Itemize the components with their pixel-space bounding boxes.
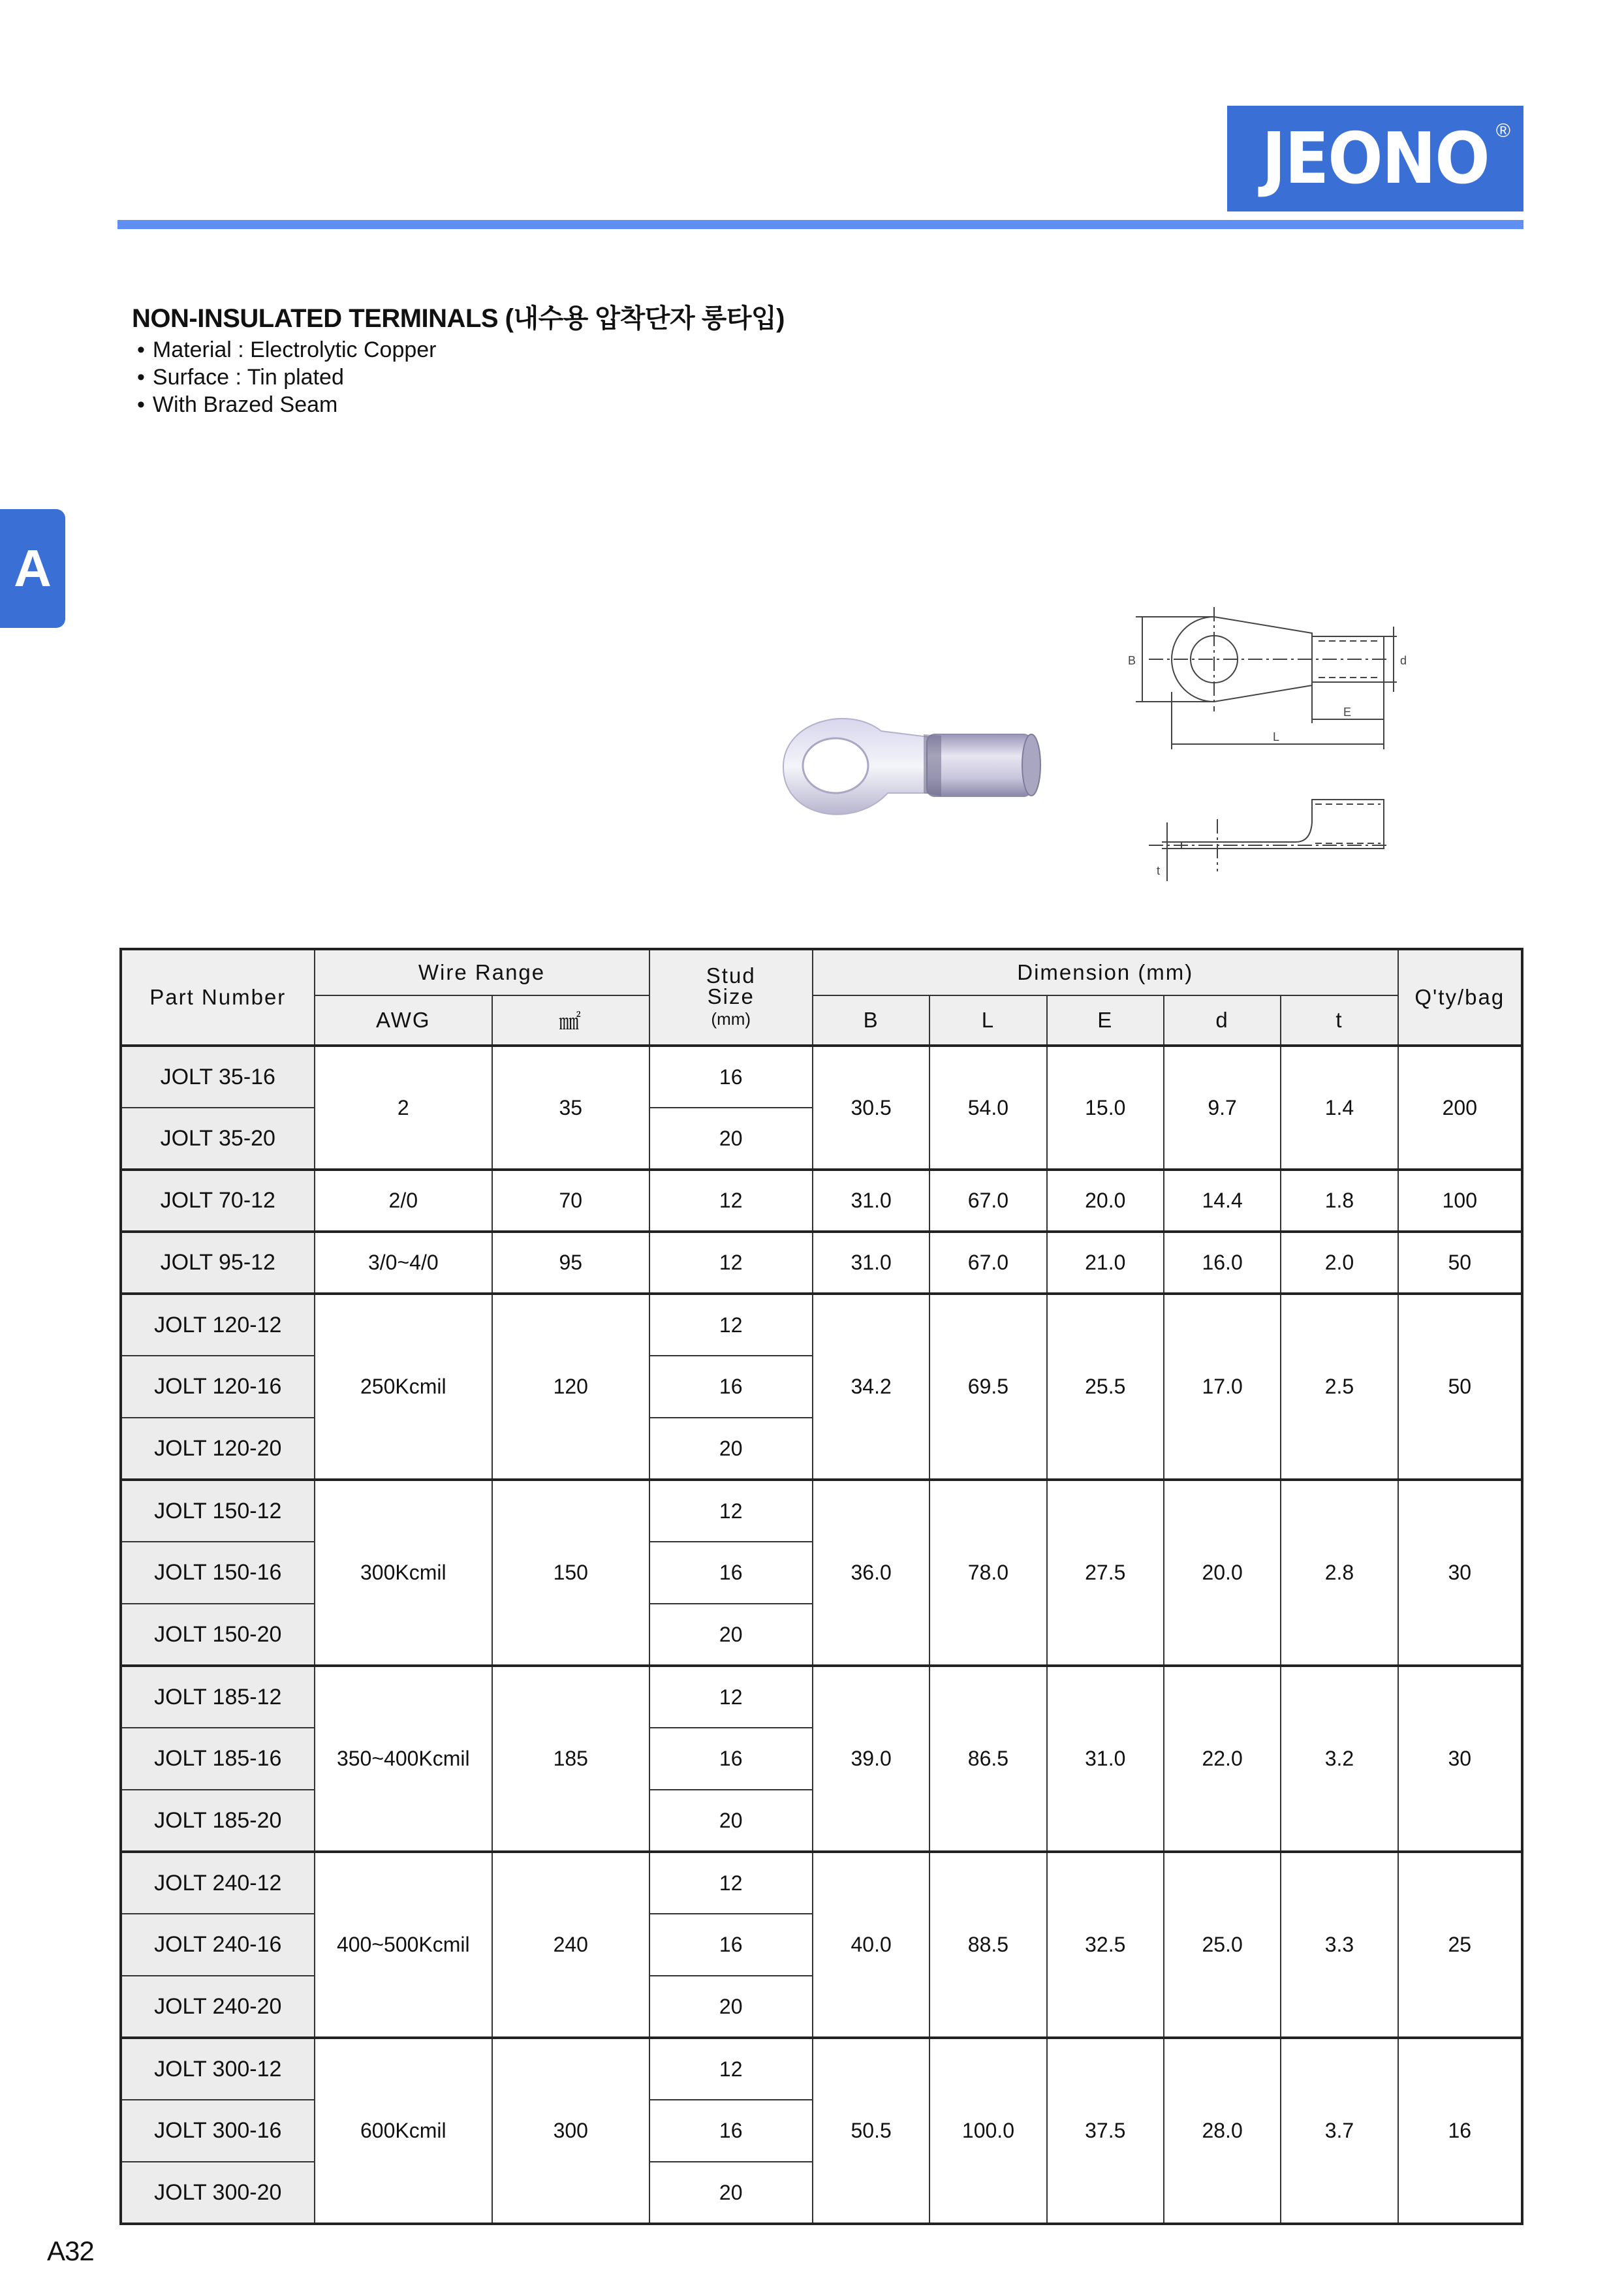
mm2-cell: 185 xyxy=(492,1666,649,1852)
diagram-label-t: t xyxy=(1157,864,1161,877)
part-number-cell: JOLT 150-20 xyxy=(121,1604,315,1666)
col-qty: Q'ty/bag xyxy=(1398,949,1522,1046)
stud-size-cell: 20 xyxy=(649,1418,813,1480)
dim-L-cell: 86.5 xyxy=(929,1666,1046,1852)
qty-cell: 25 xyxy=(1398,1852,1522,2038)
section-tab xyxy=(0,509,65,628)
col-awg: AWG xyxy=(315,995,493,1046)
dim-t-cell: 3.3 xyxy=(1281,1852,1398,2038)
mm2-cell: 95 xyxy=(492,1232,649,1294)
dim-L-cell: 67.0 xyxy=(929,1170,1046,1232)
part-number-cell: JOLT 35-20 xyxy=(121,1108,315,1170)
table-row xyxy=(121,1852,1522,1914)
mm2-cell: 150 xyxy=(492,1480,649,1666)
dim-B-cell: 31.0 xyxy=(813,1170,929,1232)
dim-d-cell: 25.0 xyxy=(1164,1852,1281,2038)
col-stud-size xyxy=(649,949,813,1046)
stud-size-cell: 12 xyxy=(649,2038,813,2100)
brand-logo-text: JEONO xyxy=(1262,117,1489,200)
awg-cell: 350~400Kcmil xyxy=(315,1666,493,1852)
table-row xyxy=(121,1170,1522,1232)
stud-size-cell: 16 xyxy=(649,1914,813,1976)
part-number-cell: JOLT 95-12 xyxy=(121,1232,315,1294)
diagram-label-B: B xyxy=(1128,654,1136,667)
qty-cell: 200 xyxy=(1398,1046,1522,1170)
stud-size-cell: 16 xyxy=(649,1728,813,1790)
dim-d-cell: 9.7 xyxy=(1164,1046,1281,1170)
bullet-material: • Material : Electrolytic Copper xyxy=(137,336,437,364)
awg-cell: 400~500Kcmil xyxy=(315,1852,493,2038)
spec-table-body xyxy=(121,1046,1522,2224)
section-tab-label: A xyxy=(14,539,52,597)
qty-cell: 30 xyxy=(1398,1480,1522,1666)
part-number-cell: JOLT 70-12 xyxy=(121,1170,315,1232)
awg-cell: 300Kcmil xyxy=(315,1480,493,1666)
stud-size-cell: 16 xyxy=(649,1542,813,1604)
part-number-cell: JOLT 185-12 xyxy=(121,1666,315,1728)
part-number-cell: JOLT 240-16 xyxy=(121,1914,315,1976)
dim-E-cell: 21.0 xyxy=(1047,1232,1164,1294)
col-wire-range: Wire Range xyxy=(315,949,649,995)
dim-t-cell: 2.0 xyxy=(1281,1232,1398,1294)
bullet-seam: • With Brazed Seam xyxy=(137,391,437,418)
qty-cell: 30 xyxy=(1398,1666,1522,1852)
part-number-cell: JOLT 150-12 xyxy=(121,1480,315,1542)
mm2-cell: 120 xyxy=(492,1294,649,1480)
dim-L-cell: 69.5 xyxy=(929,1294,1046,1480)
awg-cell: 250Kcmil xyxy=(315,1294,493,1480)
dim-B-cell: 31.0 xyxy=(813,1232,929,1294)
qty-cell: 50 xyxy=(1398,1294,1522,1480)
dim-B-cell: 34.2 xyxy=(813,1294,929,1480)
dim-t-cell: 3.7 xyxy=(1281,2038,1398,2224)
col-d: d xyxy=(1164,995,1281,1046)
stud-size-cell: 16 xyxy=(649,2100,813,2162)
stud-size-cell: 20 xyxy=(649,1108,813,1170)
stud-size-cell: 12 xyxy=(649,1232,813,1294)
brand-logo xyxy=(1227,106,1523,211)
dim-t-cell: 1.4 xyxy=(1281,1046,1398,1170)
stud-size-cell: 20 xyxy=(649,1790,813,1852)
dim-E-cell: 27.5 xyxy=(1047,1480,1164,1666)
stud-size-cell: 12 xyxy=(649,1294,813,1356)
stud-size-cell: 12 xyxy=(649,1170,813,1232)
spec-table xyxy=(119,948,1523,2225)
dim-E-cell: 15.0 xyxy=(1047,1046,1164,1170)
dim-E-cell: 25.5 xyxy=(1047,1294,1164,1480)
stud-label-1: Stud xyxy=(706,963,756,988)
col-E: E xyxy=(1047,995,1164,1046)
qty-cell: 16 xyxy=(1398,2038,1522,2224)
dim-d-cell: 14.4 xyxy=(1164,1170,1281,1232)
dim-t-cell: 1.8 xyxy=(1281,1170,1398,1232)
mm2-cell: 70 xyxy=(492,1170,649,1232)
mm2-cell: 240 xyxy=(492,1852,649,2038)
mm2-cell: 35 xyxy=(492,1046,649,1170)
dim-L-cell: 88.5 xyxy=(929,1852,1046,2038)
page-number: A32 xyxy=(47,2236,94,2266)
dim-L-cell: 54.0 xyxy=(929,1046,1046,1170)
dim-B-cell: 39.0 xyxy=(813,1666,929,1852)
dim-E-cell: 20.0 xyxy=(1047,1170,1164,1232)
stud-unit: (mm) xyxy=(711,1009,751,1029)
table-row xyxy=(121,1046,1522,1108)
dim-E-cell: 31.0 xyxy=(1047,1666,1164,1852)
mm2-cell: 300 xyxy=(492,2038,649,2224)
part-number-cell: JOLT 240-12 xyxy=(121,1852,315,1914)
dim-d-cell: 20.0 xyxy=(1164,1480,1281,1666)
dim-t-cell: 2.5 xyxy=(1281,1294,1398,1480)
header-divider xyxy=(117,220,1523,229)
part-number-cell: JOLT 120-16 xyxy=(121,1356,315,1418)
stud-size-cell: 20 xyxy=(649,1604,813,1666)
stud-size-cell: 20 xyxy=(649,2162,813,2224)
stud-size-cell: 12 xyxy=(649,1852,813,1914)
diagram-label-d: d xyxy=(1400,654,1407,667)
stud-size-cell: 20 xyxy=(649,1976,813,2038)
stud-size-cell: 16 xyxy=(649,1356,813,1418)
part-number-cell: JOLT 120-12 xyxy=(121,1294,315,1356)
page-title: NON-INSULATED TERMINALS (내수용 압착단자 롱타입) xyxy=(132,304,785,333)
awg-cell: 600Kcmil xyxy=(315,2038,493,2224)
part-number-cell: JOLT 300-12 xyxy=(121,2038,315,2100)
dim-d-cell: 28.0 xyxy=(1164,2038,1281,2224)
table-row xyxy=(121,1232,1522,1294)
qty-cell: 50 xyxy=(1398,1232,1522,1294)
dim-t-cell: 2.8 xyxy=(1281,1480,1398,1666)
registered-mark: ® xyxy=(1495,120,1510,142)
part-number-cell: JOLT 185-20 xyxy=(121,1790,315,1852)
part-number-cell: JOLT 150-16 xyxy=(121,1542,315,1604)
dim-L-cell: 100.0 xyxy=(929,2038,1046,2224)
qty-cell: 100 xyxy=(1398,1170,1522,1232)
spec-bullets xyxy=(137,336,437,418)
part-number-cell: JOLT 300-20 xyxy=(121,2162,315,2224)
stud-label-2: Size xyxy=(707,984,755,1008)
dim-d-cell: 22.0 xyxy=(1164,1666,1281,1852)
dim-E-cell: 32.5 xyxy=(1047,1852,1164,2038)
diagram-label-E: E xyxy=(1343,706,1352,719)
dim-L-cell: 78.0 xyxy=(929,1480,1046,1666)
col-dimension: Dimension (mm) xyxy=(813,949,1398,995)
dim-B-cell: 36.0 xyxy=(813,1480,929,1666)
col-B: B xyxy=(813,995,929,1046)
diagram-label-L: L xyxy=(1273,730,1280,743)
bullet-surface: • Surface : Tin plated xyxy=(137,364,437,391)
stud-size-cell: 16 xyxy=(649,1046,813,1108)
dim-B-cell: 40.0 xyxy=(813,1852,929,2038)
table-row xyxy=(121,1294,1522,1356)
dim-B-cell: 30.5 xyxy=(813,1046,929,1170)
col-t: t xyxy=(1281,995,1398,1046)
table-row xyxy=(121,1480,1522,1542)
awg-cell: 3/0~4/0 xyxy=(315,1232,493,1294)
col-mm2: ㎟ xyxy=(492,995,649,1046)
part-number-cell: JOLT 240-20 xyxy=(121,1976,315,2038)
dim-E-cell: 37.5 xyxy=(1047,2038,1164,2224)
dim-d-cell: 17.0 xyxy=(1164,1294,1281,1480)
col-L: L xyxy=(929,995,1046,1046)
dim-d-cell: 16.0 xyxy=(1164,1232,1281,1294)
dim-L-cell: 67.0 xyxy=(929,1232,1046,1294)
dim-t-cell: 3.2 xyxy=(1281,1666,1398,1852)
stud-size-cell: 12 xyxy=(649,1480,813,1542)
awg-cell: 2/0 xyxy=(315,1170,493,1232)
table-row xyxy=(121,2038,1522,2100)
part-number-cell: JOLT 185-16 xyxy=(121,1728,315,1790)
terminal-photo xyxy=(770,695,1057,835)
part-number-cell: JOLT 300-16 xyxy=(121,2100,315,2162)
awg-cell: 2 xyxy=(315,1046,493,1170)
col-part-number: Part Number xyxy=(121,949,315,1046)
part-number-cell: JOLT 35-16 xyxy=(121,1046,315,1108)
part-number-cell: JOLT 120-20 xyxy=(121,1418,315,1480)
table-row xyxy=(121,1666,1522,1728)
dimension-diagram xyxy=(1123,607,1488,907)
stud-size-cell: 12 xyxy=(649,1666,813,1728)
dim-B-cell: 50.5 xyxy=(813,2038,929,2224)
